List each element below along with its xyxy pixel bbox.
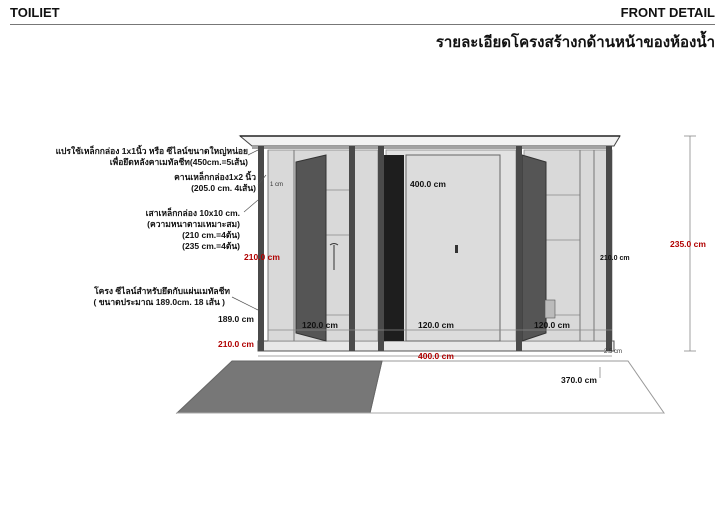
dim-bay-2: 120.0 cm (418, 320, 454, 330)
dim-bay-1: 120.0 cm (302, 320, 338, 330)
dim-total-width: 400.0 cm (418, 351, 454, 361)
dim-bay-3: 120.0 cm (534, 320, 570, 330)
dim-top-width: 400.0 cm (410, 179, 446, 189)
dim-left-post-height: 210.0 cm (244, 252, 280, 262)
dim-small-left: 1 cm (270, 182, 284, 188)
roof-sheet (240, 136, 620, 146)
note-post-3: (210 cm.=4ต้น) (182, 230, 240, 240)
note-roof-purlin-2: เพื่อยึดหลังคาเมทัลชีท(450cm.=5เส้น) (109, 157, 248, 167)
right-open-door (522, 155, 546, 341)
dim-left-inner: 189.0 cm (218, 314, 254, 324)
note-post-2: (ความหนาตามเหมาะสม) (147, 219, 240, 229)
dim-total-height: 235.0 cm (670, 239, 706, 249)
note-cline-1: โครง ซีไลน์สำหรับยึดกับแผ่นเมทัลชีท (94, 286, 230, 296)
dim-floor-width: 370.0 cm (561, 375, 597, 385)
base-plate (258, 341, 614, 351)
left-open-door (296, 155, 326, 341)
toilet-fixture (545, 300, 555, 318)
floor-slab-left (177, 361, 382, 413)
note-beam-2: (205.0 cm. 4เส้น) (191, 183, 256, 193)
drawing-subtitle: รายละเอียดโครงสร้างกด้านหน้าของห้องน้ำ (435, 33, 715, 51)
dim-small-bottom-right: 2.5 cm (604, 349, 623, 355)
dim-right-inner-height: 210.0 cm (600, 255, 630, 262)
door-handle (455, 245, 458, 253)
floor-slab-right (370, 361, 664, 413)
drawing-type: FRONT DETAIL (620, 5, 715, 20)
note-cline-2: ( ขนาดประมาณ 189.0cm. 18 เส้น ) (93, 297, 225, 307)
note-roof-purlin-1: แปรใช้เหล็กกล่อง 1x1นิ้ว หรือ ซีไลน์ขนาดใหญ่หน่อย (55, 146, 248, 156)
dim-bottom-left: 210.0 cm (218, 339, 254, 349)
note-post-4: (235 cm.=4ต้น) (182, 241, 240, 251)
note-post-1: เสาเหล็กกล่อง 10x10 cm. (145, 208, 240, 218)
note-beam-1: คานเหล็กกล่อง1x2 นิ้ว (174, 172, 256, 182)
annotation-notes (56, 144, 257, 307)
drawing-title: TOILIET (10, 5, 60, 20)
